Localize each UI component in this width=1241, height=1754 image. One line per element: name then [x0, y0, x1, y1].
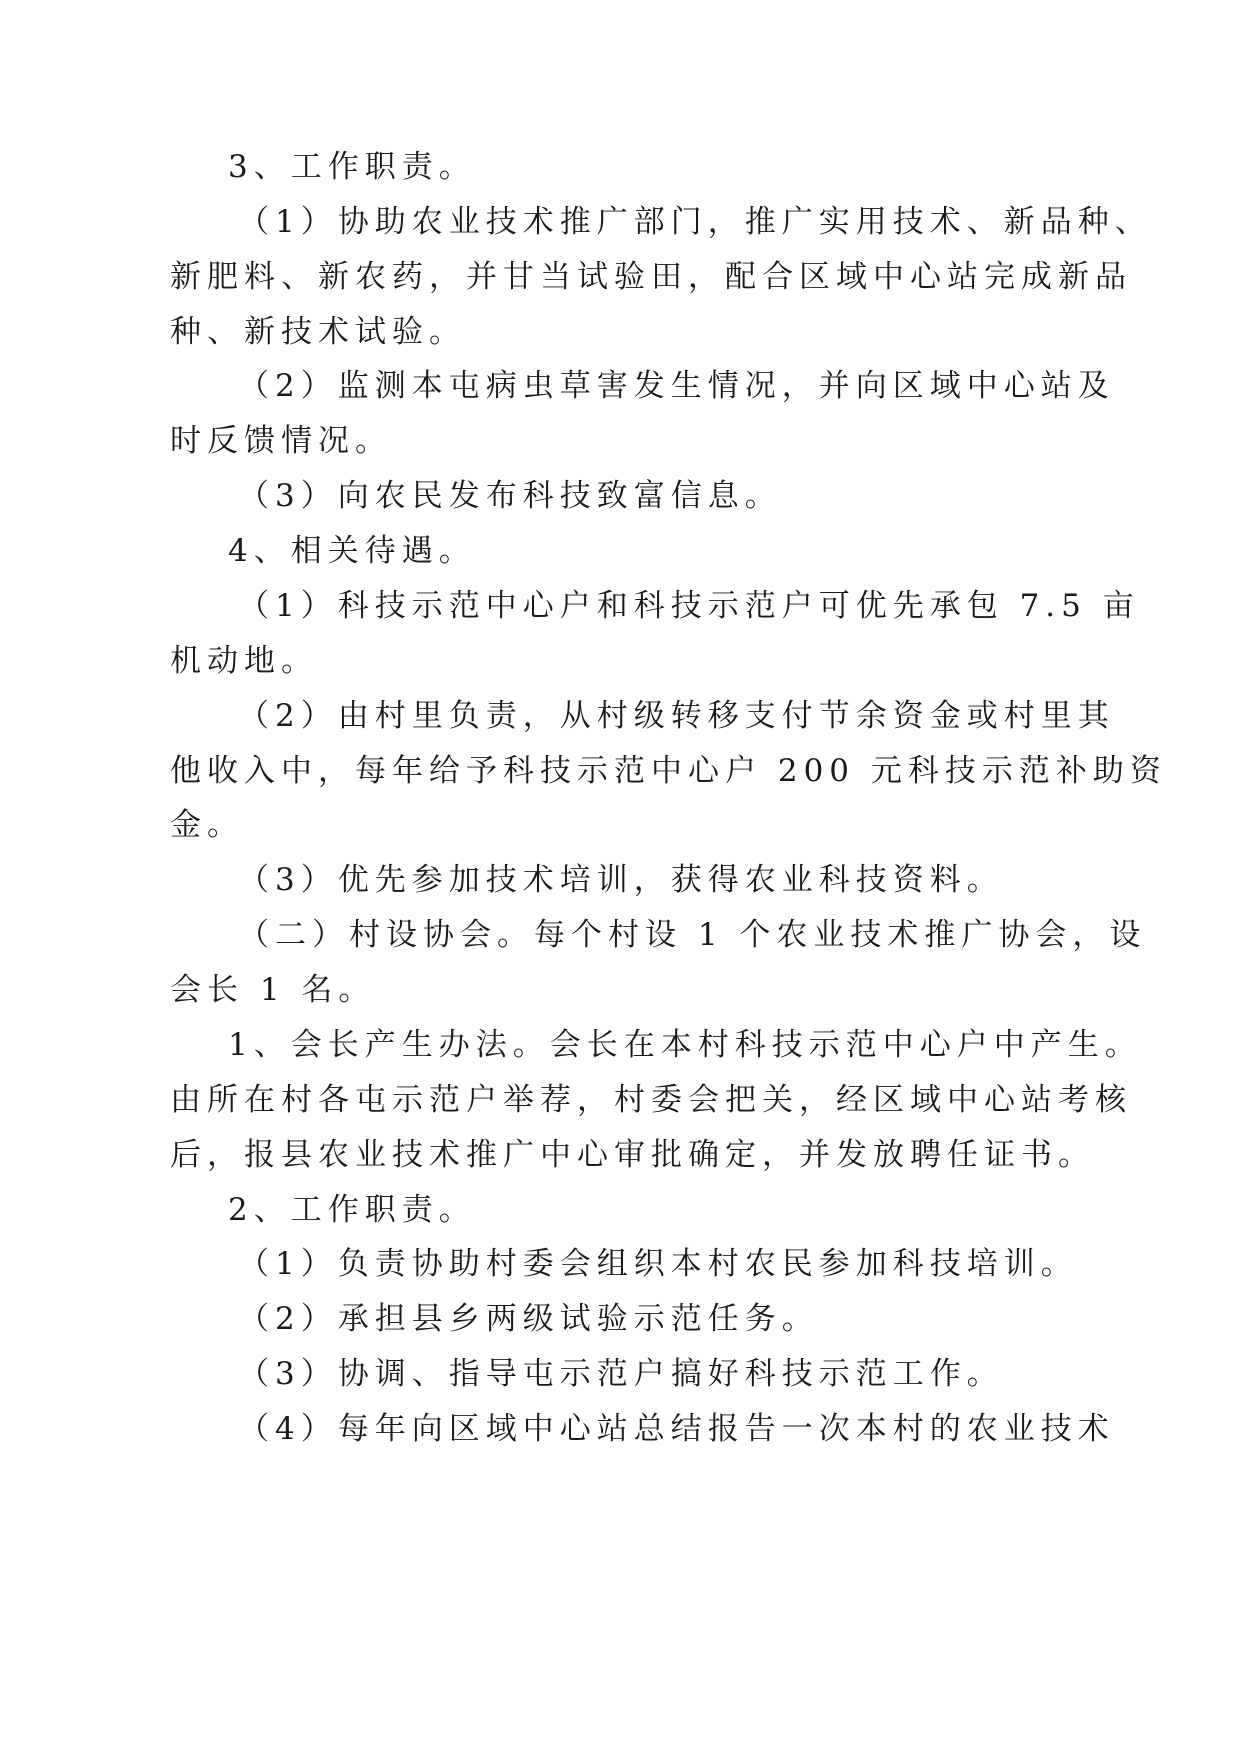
text-line: 4、相关待遇。 [228, 533, 476, 569]
text-line: 2、工作职责。 [228, 1192, 476, 1228]
text-line: （3）协调、指导屯示范户搞好科技示范工作。 [238, 1356, 1004, 1392]
text-line: 机动地。 [170, 643, 318, 679]
text-line: （1）负责协助村委会组织本村农民参加科技培训。 [238, 1246, 1078, 1282]
text-line: 时反馈情况。 [170, 423, 392, 459]
text-line: 后，报县农业技术推广中心审批确定，并发放聘任证书。 [170, 1137, 1095, 1173]
text-line: （3）优先参加技术培训，获得农业科技资料。 [238, 862, 1004, 898]
text-line: （2）监测本屯病虫草害发生情况，并向区域中心站及 [238, 368, 1115, 404]
text-line: （1）协助农业技术推广部门，推广实用技术、新品种、 [238, 204, 1152, 240]
text-line: 新肥料、新农药，并甘当试验田，配合区域中心站完成新品 [170, 259, 1132, 295]
text-line: （4）每年向区域中心站总结报告一次本村的农业技术 [238, 1411, 1115, 1447]
text-line: 他收入中，每年给予科技示范中心户 200 元科技示范补助资 [170, 753, 1167, 789]
text-line: （2）由村里负责，从村级转移支付节余资金或村里其 [238, 698, 1115, 734]
text-line: 由所在村各屯示范户举荐，村委会把关，经区域中心站考核 [170, 1082, 1132, 1118]
text-line: （3）向农民发布科技致富信息。 [238, 478, 782, 514]
text-line: 金。 [170, 807, 244, 843]
text-line: （二）村设协会。每个村设 1 个农业技术推广协会，设 [238, 917, 1147, 953]
text-line: （1）科技示范中心户和科技示范户可优先承包 7.5 亩 [238, 588, 1140, 624]
text-line: 种、新技术试验。 [170, 314, 466, 350]
text-line: （2）承担县乡两级试验示范任务。 [238, 1301, 819, 1337]
text-line: 会长 1 名。 [170, 972, 376, 1008]
text-line: 3、工作职责。 [228, 149, 476, 185]
text-line: 1、会长产生办法。会长在本村科技示范中心户中产生。 [228, 1027, 1142, 1063]
